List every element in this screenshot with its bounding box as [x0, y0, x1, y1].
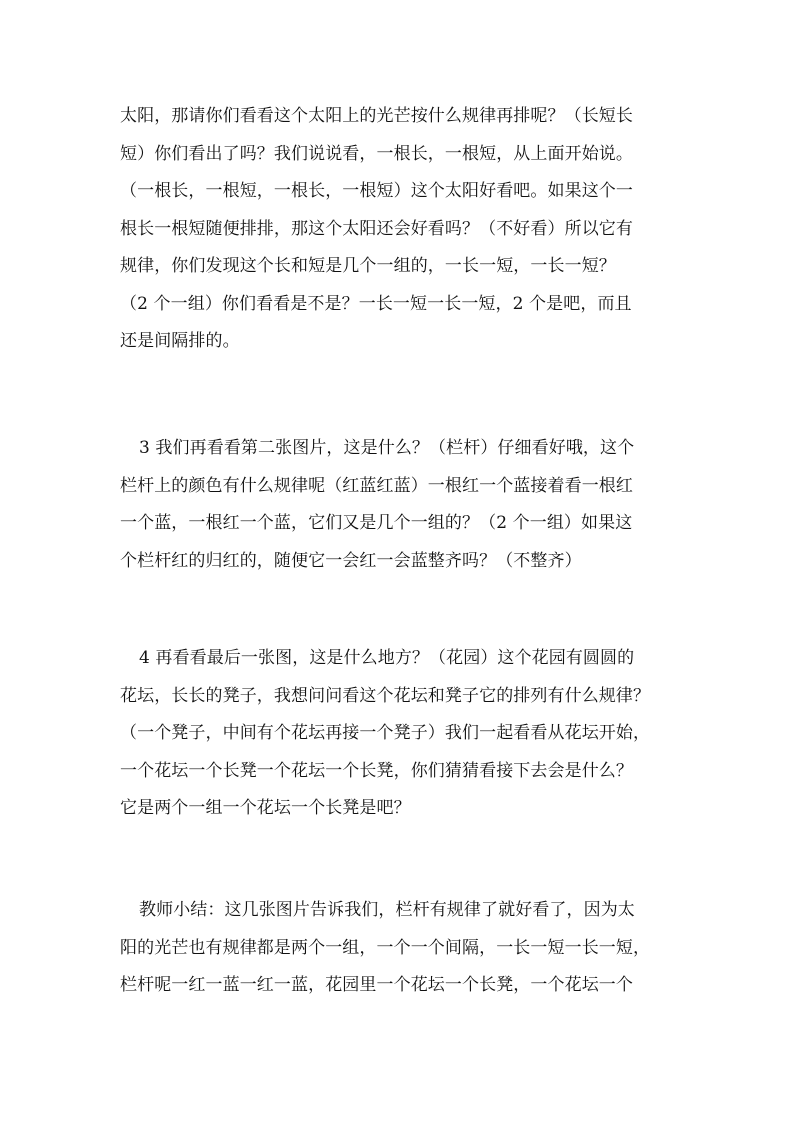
paragraph-sun-pattern: [120, 98, 675, 361]
text-line: 太阳，那请你们看看这个太阳上的光芒按什么规律再排呢？（长短长: [120, 106, 633, 126]
paragraph-railing-pattern: [120, 430, 675, 580]
text-line: （一个凳子，中间有个花坛再接一个凳子）我们一起看看从花坛开始，: [120, 723, 651, 743]
text-line: 还是间隔排的。: [120, 331, 240, 351]
text-line: （一根长，一根短，一根长，一根短）这个太阳好看吧。如果这个一: [120, 181, 633, 201]
text-line: 栏杆上的颜色有什么规律呢（红蓝红蓝）一根红一个蓝接着看一根红: [120, 475, 633, 496]
text-line: 栏杆呢一红一蓝一红一蓝，花园里一个花坛一个长凳，一个花坛一个: [120, 975, 633, 995]
text-line: 个栏杆红的归红的，随便它一会红一会蓝整齐吗？（不整齐）: [120, 550, 582, 571]
text-line: 一个蓝，一根红一个蓝，它们又是几个一组的？（2 个一组）如果这: [120, 513, 633, 533]
text-line: 规律，你们发现这个长和短是几个一组的，一长一短，一长一短？: [120, 256, 616, 276]
text-line: 根长一根短随便排排，那这个太阳还会好看吗？（不好看）所以它有: [120, 218, 633, 239]
paragraph-garden-pattern: [120, 640, 675, 828]
text-line: 它是两个一组一个花坛一个长凳是吧？: [120, 798, 411, 818]
text-line: 一个花坛一个长凳一个花坛一个长凳，你们猜猜看接下去会是什么？: [120, 760, 633, 781]
text-line: （2 个一组）你们看看是不是？一长一短一长一短，2 个是吧，而且: [120, 293, 632, 314]
text-line: 短）你们看出了吗？我们说说看，一根长，一根短，从上面开始说。: [120, 143, 633, 164]
text-line: 阳的光芒也有规律都是两个一组，一个一个间隔，一长一短一长一短，: [120, 937, 651, 958]
text-line: 花坛，长长的凳子，我想问问看这个花坛和凳子它的排列有什么规律？: [120, 685, 651, 706]
text-line: 3 我们再看看第二张图片，这是什么？（栏杆）仔细看好哦，这个: [139, 438, 635, 458]
paragraph-teacher-summary: [120, 892, 675, 1005]
text-line: 4 再看看最后一张图，这是什么地方？（花园）这个花园有圆圆的: [139, 648, 635, 668]
text-line: 教师小结：这几张图片告诉我们，栏杆有规律了就好看了，因为太: [139, 900, 635, 920]
